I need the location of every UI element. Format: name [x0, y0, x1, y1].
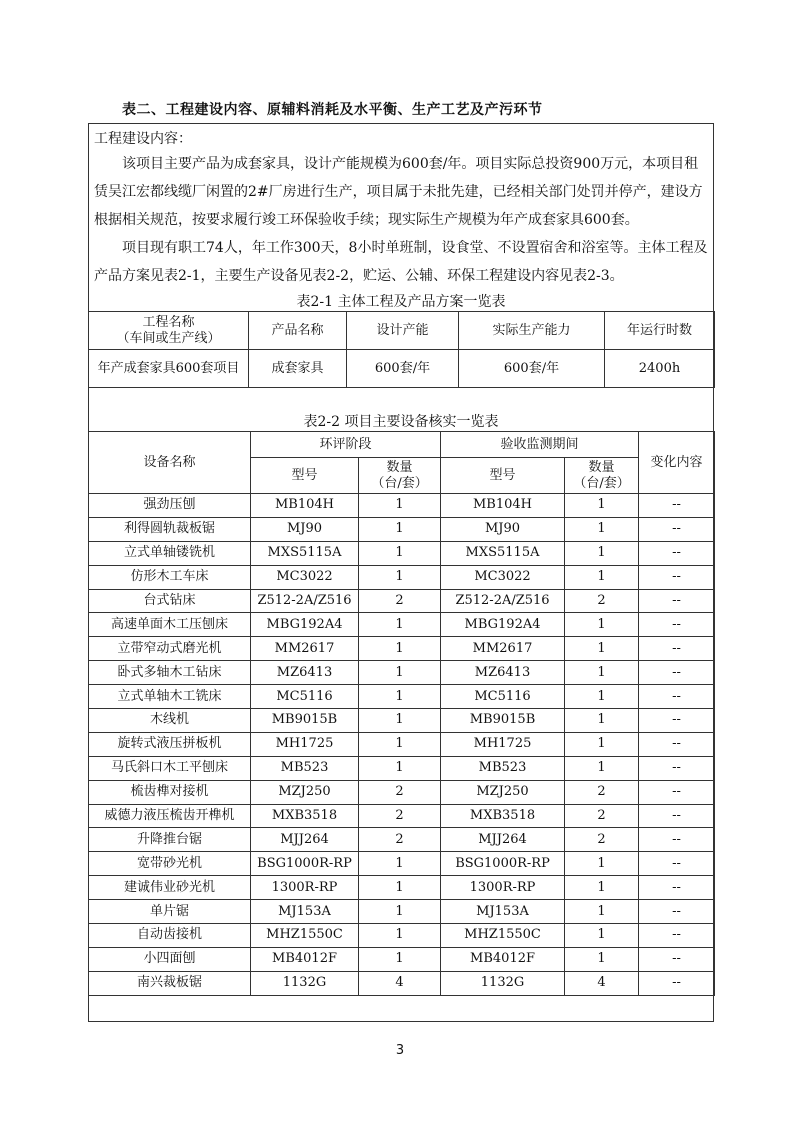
table-row	[89, 541, 715, 565]
cell-equipment-name: 木线机	[89, 709, 251, 733]
cell-product: 成套家具	[249, 350, 347, 388]
cell-acceptance-model: MZ6413	[441, 661, 565, 685]
cell-equipment-name: 宽带砂光机	[89, 852, 251, 876]
table-row	[89, 350, 715, 388]
cell-acceptance-qty: 1	[565, 637, 639, 661]
cell-acceptance-qty: 2	[565, 804, 639, 828]
table-row	[89, 685, 715, 709]
cell-change: --	[639, 732, 715, 756]
table-row	[89, 756, 715, 780]
section-label: 工程建设内容：	[94, 131, 192, 147]
cell-change: --	[639, 780, 715, 804]
cell-eia-qty: 4	[359, 971, 441, 995]
cell-eia-model: MXS5115A	[251, 541, 359, 565]
page-number: 3	[395, 1043, 405, 1058]
cell-change: --	[639, 517, 715, 541]
cell-change: --	[639, 828, 715, 852]
cell-change: --	[639, 589, 715, 613]
cell-acceptance-qty: 1	[565, 900, 639, 924]
cell-acceptance-model: 1132G	[441, 971, 565, 995]
cell-change: --	[639, 637, 715, 661]
section-heading: 表二、工程建设内容、原辅料消耗及水平衡、生产工艺及产污环节	[122, 102, 543, 118]
cell-eia-qty: 1	[359, 709, 441, 733]
cell-eia-model: MC3022	[251, 565, 359, 589]
cell-change: --	[639, 947, 715, 971]
cell-equipment-name: 旋转式液压拼板机	[89, 732, 251, 756]
header-eia-model: 型号	[251, 458, 359, 494]
cell-change: --	[639, 541, 715, 565]
cell-eia-model: MBG192A4	[251, 613, 359, 637]
cell-acceptance-qty: 1	[565, 517, 639, 541]
table-row	[89, 589, 715, 613]
cell-change: --	[639, 685, 715, 709]
cell-eia-qty: 1	[359, 900, 441, 924]
table-header-row	[89, 432, 715, 458]
cell-equipment-name: 升降推台锯	[89, 828, 251, 852]
cell-eia-qty: 1	[359, 876, 441, 900]
table-row	[89, 780, 715, 804]
cell-acceptance-model: MZJ250	[441, 780, 565, 804]
cell-project: 年产成套家具600套项目	[89, 350, 249, 388]
cell-change: --	[639, 971, 715, 995]
header-acceptance-stage: 验收监测期间	[441, 432, 639, 458]
cell-eia-qty: 1	[359, 637, 441, 661]
cell-change: --	[639, 565, 715, 589]
cell-equipment-name: 强劲压刨	[89, 494, 251, 518]
cell-equipment-name: 立式单轴木工铣床	[89, 685, 251, 709]
table-row	[89, 661, 715, 685]
cell-eia-qty: 2	[359, 780, 441, 804]
cell-equipment-name: 单片锯	[89, 900, 251, 924]
cell-equipment-name: 威德力液压梳齿开榫机	[89, 804, 251, 828]
table2-caption: 表2-2 项目主要设备核实一览表	[303, 414, 499, 430]
cell-equipment-name: 南兴裁板锯	[89, 971, 251, 995]
cell-acceptance-model: MB523	[441, 756, 565, 780]
header-change: 变化内容	[639, 432, 715, 494]
cell-eia-qty: 1	[359, 852, 441, 876]
cell-eia-model: MJ153A	[251, 900, 359, 924]
cell-eia-model: MB104H	[251, 494, 359, 518]
table-row	[89, 732, 715, 756]
cell-acceptance-qty: 1	[565, 756, 639, 780]
cell-eia-qty: 1	[359, 494, 441, 518]
cell-eia-qty: 1	[359, 541, 441, 565]
cell-equipment-name: 马氏斜口木工平刨床	[89, 756, 251, 780]
table1-caption: 表2-1 主体工程及产品方案一览表	[296, 294, 506, 310]
cell-eia-model: 1132G	[251, 971, 359, 995]
cell-acceptance-qty: 1	[565, 661, 639, 685]
table-row	[89, 637, 715, 661]
cell-eia-qty: 1	[359, 565, 441, 589]
cell-eia-qty: 1	[359, 756, 441, 780]
cell-eia-model: MB4012F	[251, 947, 359, 971]
cell-eia-model: MJJ264	[251, 828, 359, 852]
cell-equipment-name: 高速单面木工压刨床	[89, 613, 251, 637]
cell-eia-model: BSG1000R-RP	[251, 852, 359, 876]
header-eia-qty: 数量 （台/套）	[359, 458, 441, 494]
cell-eia-qty: 2	[359, 804, 441, 828]
cell-acceptance-model: 1300R-RP	[441, 876, 565, 900]
cell-acceptance-qty: 1	[565, 852, 639, 876]
cell-eia-model: MXB3518	[251, 804, 359, 828]
table-header-row	[89, 312, 715, 350]
cell-acceptance-model: BSG1000R-RP	[441, 852, 565, 876]
cell-acceptance-qty: 1	[565, 876, 639, 900]
cell-change: --	[639, 613, 715, 637]
cell-eia-qty: 1	[359, 924, 441, 948]
cell-acceptance-model: MM2617	[441, 637, 565, 661]
table-row	[89, 900, 715, 924]
cell-acceptance-qty: 1	[565, 709, 639, 733]
cell-equipment-name: 立式单轴镂铣机	[89, 541, 251, 565]
cell-acceptance-model: MB9015B	[441, 709, 565, 733]
header-equipment-name: 设备名称	[89, 432, 251, 494]
cell-equipment-name: 立带窄动式磨光机	[89, 637, 251, 661]
cell-change: --	[639, 709, 715, 733]
header-project: 工程名称 （车间或生产线）	[89, 312, 249, 350]
cell-acceptance-model: MJJ264	[441, 828, 565, 852]
cell-eia-model: MZJ250	[251, 780, 359, 804]
cell-change: --	[639, 494, 715, 518]
table-row	[89, 494, 715, 518]
cell-equipment-name: 自动齿接机	[89, 924, 251, 948]
cell-acceptance-model: MXB3518	[441, 804, 565, 828]
cell-acceptance-qty: 2	[565, 780, 639, 804]
cell-eia-qty: 1	[359, 732, 441, 756]
cell-acceptance-qty: 2	[565, 589, 639, 613]
cell-change: --	[639, 756, 715, 780]
cell-acceptance-model: MHZ1550C	[441, 924, 565, 948]
cell-equipment-name: 建诚伟业砂光机	[89, 876, 251, 900]
header-eia-stage: 环评阶段	[251, 432, 441, 458]
cell-eia-model: Z512-2A/Z516	[251, 589, 359, 613]
cell-acceptance-model: MC5116	[441, 685, 565, 709]
cell-change: --	[639, 852, 715, 876]
cell-acceptance-model: MXS5115A	[441, 541, 565, 565]
table-row	[89, 804, 715, 828]
cell-annual-hours: 2400h	[605, 350, 715, 388]
table-row	[89, 947, 715, 971]
cell-acceptance-model: MJ90	[441, 517, 565, 541]
cell-change: --	[639, 804, 715, 828]
cell-eia-model: 1300R-RP	[251, 876, 359, 900]
cell-change: --	[639, 876, 715, 900]
cell-acceptance-model: MB104H	[441, 494, 565, 518]
equipment-table	[88, 431, 715, 996]
cell-acceptance-qty: 1	[565, 541, 639, 565]
cell-change: --	[639, 924, 715, 948]
table-row	[89, 852, 715, 876]
cell-eia-model: MH1725	[251, 732, 359, 756]
cell-eia-model: MJ90	[251, 517, 359, 541]
cell-equipment-name: 卧式多轴木工钻床	[89, 661, 251, 685]
header-annual-hours: 年运行时数	[605, 312, 715, 350]
table-row	[89, 613, 715, 637]
header-design-capacity: 设计产能	[347, 312, 459, 350]
cell-acceptance-model: MJ153A	[441, 900, 565, 924]
cell-acceptance-model: MBG192A4	[441, 613, 565, 637]
cell-eia-qty: 1	[359, 947, 441, 971]
paragraph-staff: 项目现有职工74人，年工作300天，8小时单班制，设食堂、不设置宿舍和浴室等。主体工程及产品方案见表2-1，主要生产设备见表2-2，贮运、公辅、环保工程建设内容见表2-3。	[94, 240, 708, 284]
cell-eia-qty: 1	[359, 661, 441, 685]
cell-acceptance-qty: 1	[565, 947, 639, 971]
cell-acceptance-qty: 1	[565, 924, 639, 948]
cell-eia-model: MZ6413	[251, 661, 359, 685]
cell-acceptance-qty: 2	[565, 828, 639, 852]
cell-acceptance-qty: 1	[565, 494, 639, 518]
table-row	[89, 709, 715, 733]
cell-eia-model: MB523	[251, 756, 359, 780]
cell-change: --	[639, 900, 715, 924]
cell-acceptance-model: MB4012F	[441, 947, 565, 971]
cell-actual-capacity: 600套/年	[459, 350, 605, 388]
table-row	[89, 924, 715, 948]
cell-equipment-name: 利得圆轨裁板锯	[89, 517, 251, 541]
table-row	[89, 971, 715, 995]
cell-equipment-name: 台式钻床	[89, 589, 251, 613]
cell-acceptance-model: MC3022	[441, 565, 565, 589]
cell-equipment-name: 梳齿榫对接机	[89, 780, 251, 804]
cell-acceptance-qty: 1	[565, 565, 639, 589]
cell-design-capacity: 600套/年	[347, 350, 459, 388]
table-row	[89, 876, 715, 900]
header-acceptance-model: 型号	[441, 458, 565, 494]
cell-acceptance-model: MH1725	[441, 732, 565, 756]
cell-eia-qty: 1	[359, 613, 441, 637]
cell-eia-model: MM2617	[251, 637, 359, 661]
cell-eia-qty: 2	[359, 589, 441, 613]
cell-eia-qty: 1	[359, 685, 441, 709]
cell-eia-model: MC5116	[251, 685, 359, 709]
cell-acceptance-qty: 1	[565, 732, 639, 756]
table-row	[89, 828, 715, 852]
header-product: 产品名称	[249, 312, 347, 350]
cell-eia-model: MHZ1550C	[251, 924, 359, 948]
cell-eia-qty: 2	[359, 828, 441, 852]
header-actual-capacity: 实际生产能力	[459, 312, 605, 350]
cell-change: --	[639, 661, 715, 685]
header-acceptance-qty: 数量 （台/套）	[565, 458, 639, 494]
cell-acceptance-qty: 1	[565, 685, 639, 709]
paragraph-overview: 该项目主要产品为成套家具，设计产能规模为600套/年。项目实际总投资900万元，本项目租赁吴江宏都线缆厂闲置的2#厂房进行生产，项目属于未批先建，已经相关部门处罚并停产，建设方根据相关规范，按要求履行竣工环保验收手续；现实际生产规模为年产成套家具600套。	[94, 156, 703, 228]
cell-acceptance-qty: 4	[565, 971, 639, 995]
cell-eia-model: MB9015B	[251, 709, 359, 733]
product-table	[88, 311, 715, 388]
table-row	[89, 517, 715, 541]
cell-equipment-name: 仿形木工车床	[89, 565, 251, 589]
cell-eia-qty: 1	[359, 517, 441, 541]
table-row	[89, 565, 715, 589]
cell-acceptance-model: Z512-2A/Z516	[441, 589, 565, 613]
cell-equipment-name: 小四面刨	[89, 947, 251, 971]
cell-acceptance-qty: 1	[565, 613, 639, 637]
